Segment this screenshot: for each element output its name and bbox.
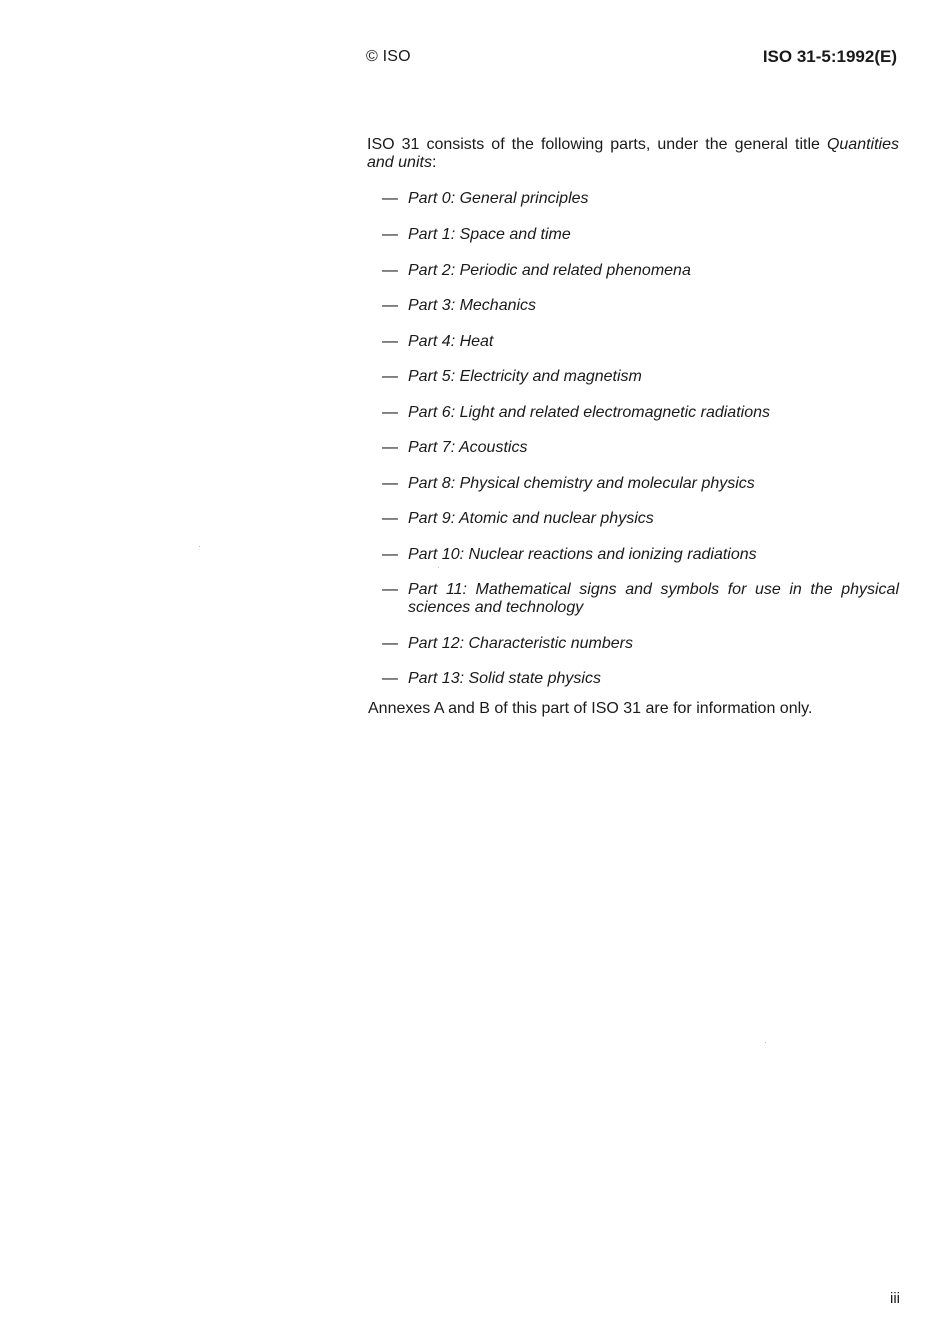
list-dash: — — [382, 510, 398, 527]
list-dash: — — [382, 333, 398, 350]
list-item — [382, 635, 899, 653]
list-item — [382, 581, 899, 617]
list-dash: — — [382, 297, 398, 314]
list-item — [382, 510, 899, 528]
part-label: Part 13: Solid state physics — [408, 670, 601, 687]
list-item — [382, 297, 899, 315]
list-dash: — — [382, 368, 398, 385]
list-item — [382, 190, 899, 208]
list-dash: — — [382, 262, 398, 279]
list-item — [382, 475, 899, 493]
scan-speck — [765, 1042, 766, 1043]
list-dash: — — [382, 439, 398, 456]
list-dash: — — [382, 635, 398, 652]
list-item — [382, 404, 899, 422]
list-dash: — — [382, 581, 398, 598]
list-dash: — — [382, 670, 398, 687]
part-label: Part 10: Nuclear reactions and ionizing radiations — [408, 546, 757, 563]
page-number: iii — [890, 1290, 900, 1307]
part-label: Part 11: Mathematical signs and symbols for use in the physical sciences and technology — [408, 581, 899, 616]
list-item — [382, 333, 899, 351]
part-label: Part 4: Heat — [408, 333, 494, 350]
header-copyright: © ISO — [366, 48, 411, 65]
header-standard-id: ISO 31-5:1992(E) — [762, 47, 897, 66]
list-item — [382, 262, 899, 280]
part-label: Part 9: Atomic and nuclear physics — [408, 510, 654, 527]
list-dash: — — [382, 546, 398, 563]
part-label: Part 7: Acoustics — [408, 439, 528, 456]
part-label: Part 5: Electricity and magnetism — [408, 368, 642, 385]
annex-note: Annexes A and B of this part of ISO 31 are for information only. — [368, 700, 813, 717]
intro-tail: : — [431, 154, 437, 171]
part-label: Part 3: Mechanics — [408, 297, 537, 314]
intro-title: Quantities and units — [367, 136, 899, 171]
intro-paragraph — [367, 136, 899, 172]
list-item — [382, 439, 899, 457]
list-dash: — — [382, 404, 398, 421]
list-dash: — — [382, 190, 398, 207]
scan-speck — [438, 567, 439, 568]
part-label: Part 8: Physical chemistry and molecular physics — [408, 475, 755, 492]
part-label: Part 12: Characteristic numbers — [408, 635, 633, 652]
intro-lead: ISO 31 consists of the following parts, under the general title — [367, 136, 827, 153]
part-label: Part 0: General principles — [408, 190, 589, 207]
part-label: Part 2: Periodic and related phenomena — [408, 262, 691, 279]
list-dash: — — [382, 475, 398, 492]
part-label: Part 1: Space and time — [408, 226, 571, 243]
list-dash: — — [382, 226, 398, 243]
part-label: Part 6: Light and related electromagnetic radiations — [408, 404, 770, 421]
list-item — [382, 368, 899, 386]
scan-speck — [199, 546, 200, 547]
list-item — [382, 546, 899, 564]
list-item — [382, 670, 899, 688]
list-item — [382, 226, 899, 244]
